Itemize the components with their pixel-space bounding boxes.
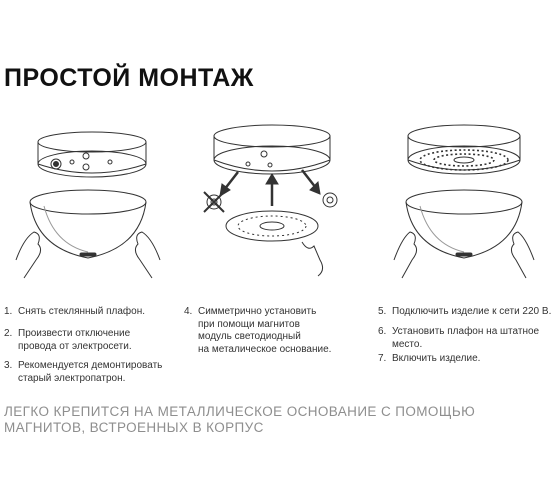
step-2: 2. Произвести отключение провода от электросети. [4,328,132,352]
install-shade-illustration [392,120,542,280]
page-title: ПРОСТОЙ МОНТАЖ [4,64,254,92]
step-3: 3. Рекомендуется демонтировать старый электропатрон. [4,360,163,384]
footer-note: ЛЕГКО КРЕПИТСЯ НА МЕТАЛЛИЧЕСКОЕ ОСНОВАНИЕ С ПОМОЩЬЮ МАГНИТОВ, ВСТРОЕННЫХ В КОРПУС [4,404,476,435]
step-5: 5. Подключить изделие к сети 220 В. [378,306,552,317]
install-module-illustration [190,120,350,280]
step-7: 7. Включить изделие. [378,353,481,364]
step-6: 6. Установить плафон на штатное место. [378,326,540,350]
remove-shade-illustration [14,120,164,280]
step-4: 4. Симметрично установить при помощи магнитов модуль светодиодный на металическое основание. [184,306,332,355]
step-1: 1. Снять стеклянный плафон. [4,306,145,317]
